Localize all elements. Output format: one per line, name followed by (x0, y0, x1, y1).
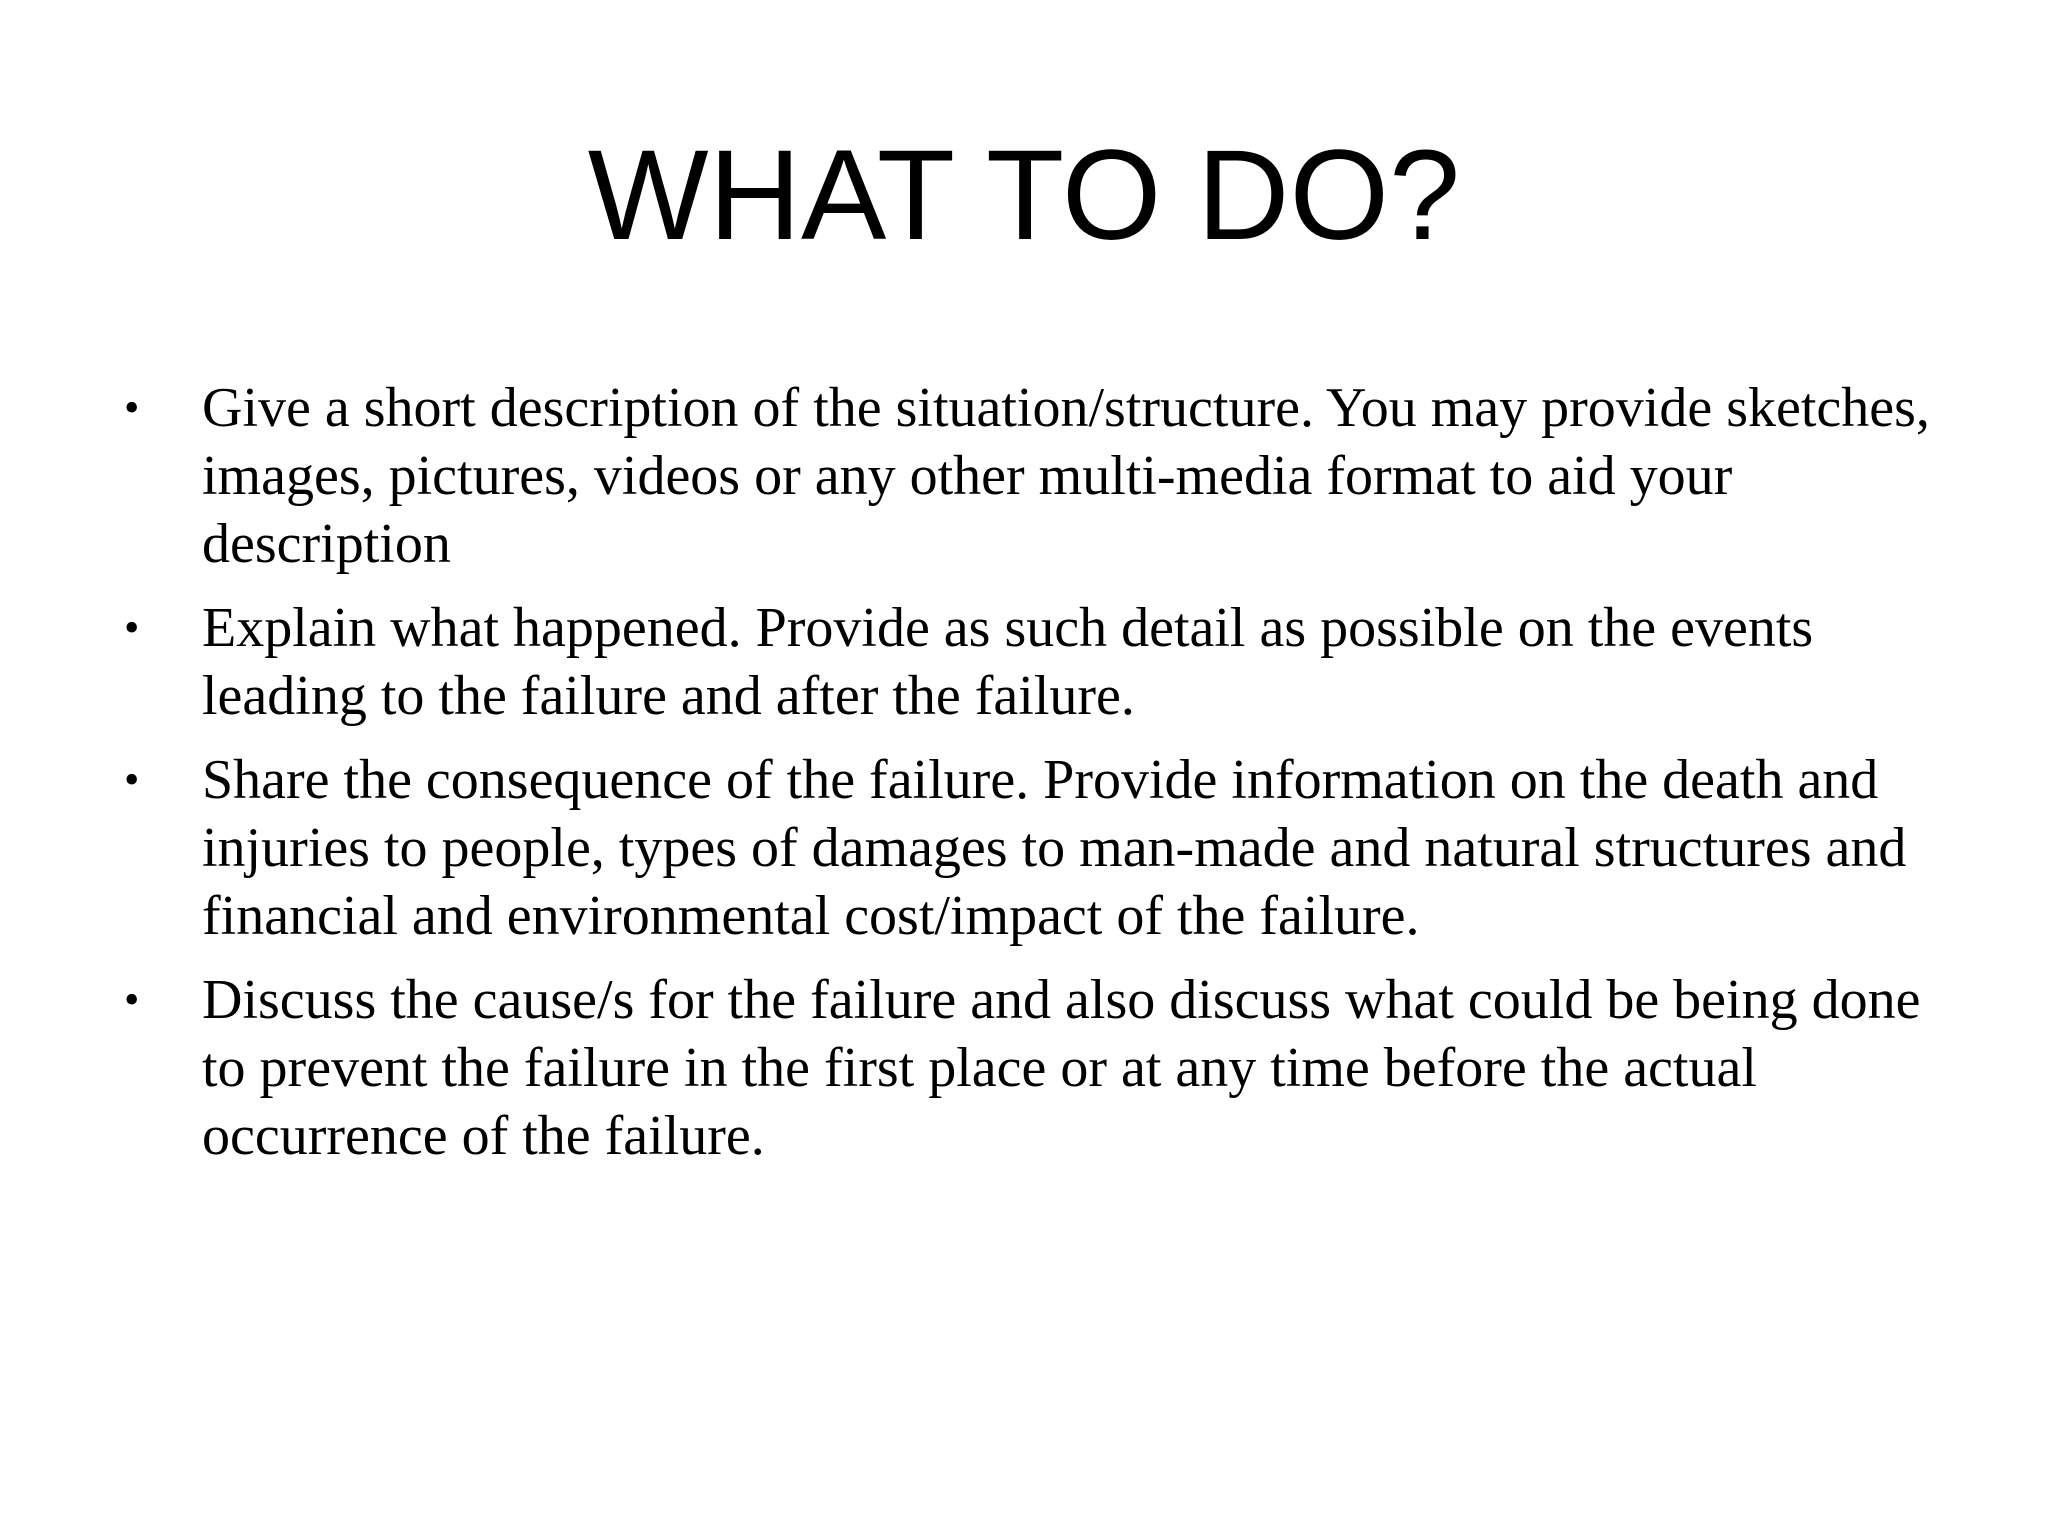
bullet-text: Share the consequence of the failure. Provide information on the death and injuries to people, types of damages to man-made and natural structures and financial and environmental cost/impact of the failure. (202, 749, 1907, 947)
bullet-item-description (124, 374, 1944, 578)
bullet-icon: • (124, 755, 140, 804)
bullet-list (124, 374, 1944, 1186)
bullet-text: Give a short description of the situation/structure. You may provide sketches, images, pictures, videos or any other multi-media format to aid your description (202, 377, 1930, 575)
bullet-item-explanation (124, 594, 1944, 730)
bullet-icon: • (124, 975, 140, 1024)
bullet-icon: • (124, 383, 140, 432)
bullet-item-consequence (124, 746, 1944, 950)
slide-title: WHAT TO DO? (587, 124, 1461, 267)
bullet-text: Explain what happened. Provide as such detail as possible on the events leading to the failure and after the failure. (202, 597, 1814, 727)
bullet-icon: • (124, 603, 140, 652)
bullet-item-cause (124, 966, 1944, 1170)
bullet-text: Discuss the cause/s for the failure and also discuss what could be being done to prevent the failure in the first place or at any time before the actual occurrence of the failure. (202, 969, 1921, 1167)
